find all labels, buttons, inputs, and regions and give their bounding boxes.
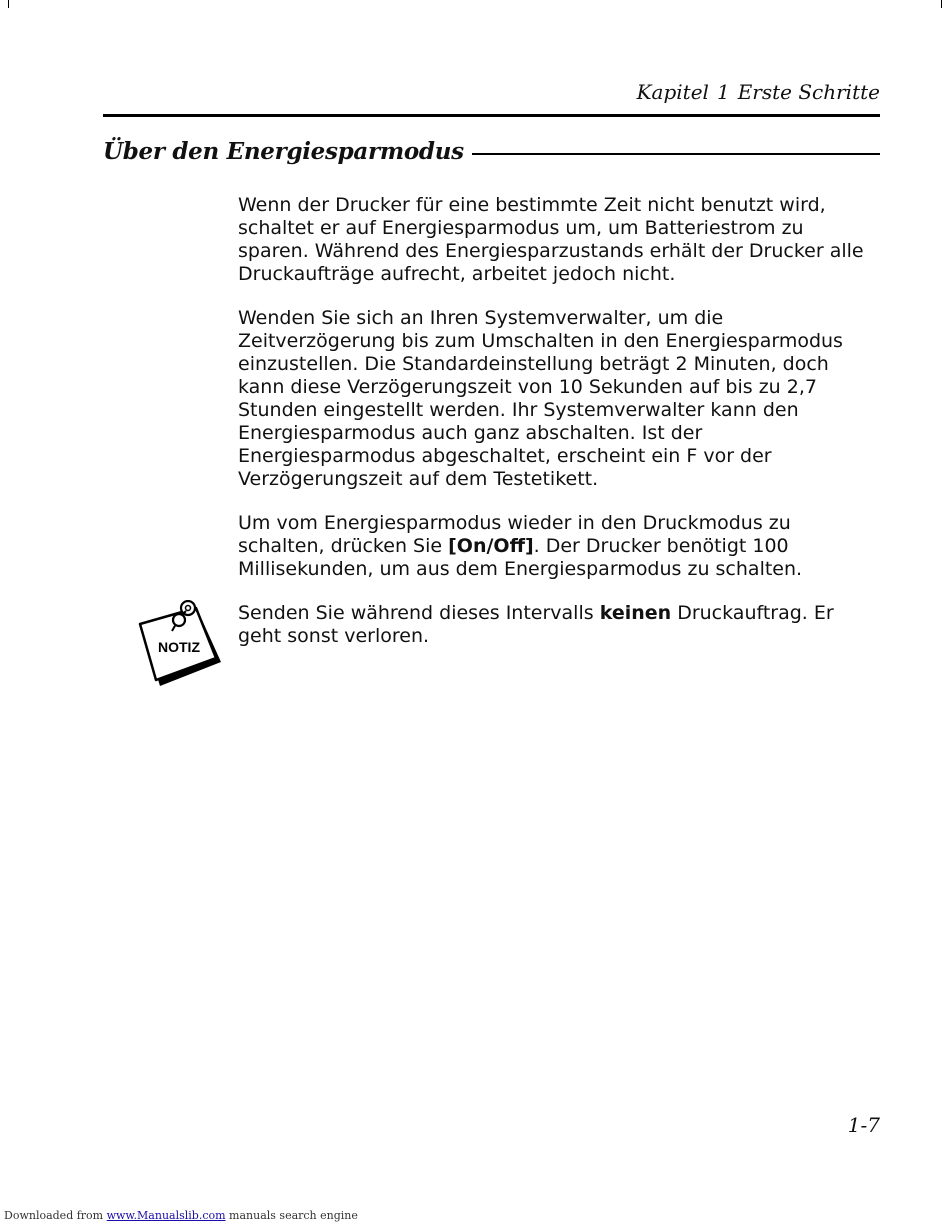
chapter-title: Erste Schritte xyxy=(737,80,880,104)
paragraph-3 xyxy=(238,512,878,581)
note-icon-label: NOTIZ xyxy=(158,639,200,655)
on-off-key-label: [On/Off] xyxy=(448,535,534,557)
crop-mark-left xyxy=(8,0,9,8)
page-number: 1-7 xyxy=(847,1113,880,1137)
paragraph-3-text-before: Um vom Energiesparmodus wieder in den Druckmodus zu schalten, drücken Sie xyxy=(238,512,791,557)
crop-mark-right xyxy=(941,0,942,8)
section-title: Über den Energiesparmodus xyxy=(103,138,464,165)
note-text-before: Senden Sie während dieses Intervalls xyxy=(238,602,600,624)
body-text xyxy=(238,194,878,669)
footer-suffix: manuals search engine xyxy=(225,1209,358,1222)
running-head xyxy=(637,80,880,104)
paragraph-1: Wenn der Drucker für eine bestimmte Zeit nicht benutzt wird, schaltet er auf Energiesparmodus um, um Batteriestrom zu sparen. Während des Energiesparzustands erhält der Drucker alle Druckaufträge aufrecht, arbeitet jedoch nicht. xyxy=(238,194,864,285)
paragraph-3-text-after: . Der Drucker benötigt 100 Millisekunden, um aus dem Energiesparmodus zu schalten. xyxy=(238,535,803,580)
section-heading xyxy=(103,138,880,165)
download-footer xyxy=(4,1209,358,1222)
header-rule xyxy=(103,114,880,117)
chapter-number: 1 xyxy=(716,80,730,104)
note-text-after: Druckauftrag. Er geht sonst verloren. xyxy=(238,602,834,647)
manualslib-link[interactable]: www.Manualslib.com xyxy=(106,1209,226,1222)
note-emphasis: keinen xyxy=(599,602,672,624)
note-text xyxy=(238,602,878,648)
section-title-rule xyxy=(472,153,880,155)
chapter-label: Kapitel xyxy=(636,80,709,104)
footer-prefix: Downloaded from xyxy=(4,1209,107,1222)
paragraph-2: Wenden Sie sich an Ihren Systemverwalter, um die Zeitverzögerung bis zum Umschalten in den Energiesparmodus einzustellen. Die Standardeinstellung beträgt 2 Minuten, doch kann diese Verzögerungszeit von 10 Sekunden auf bis zu 2,7 Stunden eingestellt werden. Ihr Systemverwalter kann den Energiesparmodus auch ganz abschalten. Ist der Energiesparmodus abgeschaltet, erscheint ein F vor der Verzögerungszeit auf dem Testetikett. xyxy=(238,307,843,490)
pinned-note-icon xyxy=(136,600,226,690)
